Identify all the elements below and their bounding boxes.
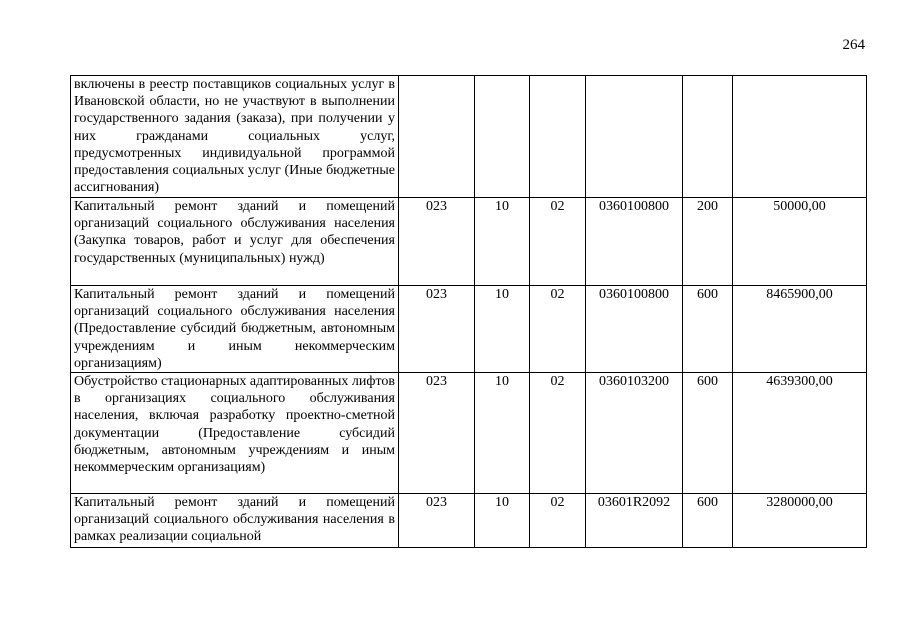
table-row [71,494,867,548]
row-description: Капитальный ремонт зданий и помещений организаций социального обслуживания населения в рамках реализации социальной [71,494,399,548]
row-grbs-code: 023 [399,494,475,548]
row-target-code [586,76,683,198]
table-row [71,76,867,198]
table-row [71,373,867,494]
row-amount: 4639300,00 [733,373,867,494]
row-subsection-code: 02 [530,286,586,373]
row-expense-type-code [683,76,733,198]
row-expense-type-code: 600 [683,373,733,494]
row-subsection-code: 02 [530,198,586,286]
row-subsection-code: 02 [530,494,586,548]
row-description: включены в реестр поставщиков социальных услуг в Ивановской области, но не участвуют в выполнении государственного задания (заказа), при получении у них гражданами социальных услуг, предусмотренных индивидуальной программой предоставления социальных услуг (Иные бюджетные ассигнования) [71,76,399,198]
row-expense-type-code: 600 [683,494,733,548]
row-expense-type-code: 600 [683,286,733,373]
row-section-code: 10 [475,286,530,373]
row-description: Капитальный ремонт зданий и помещений организаций социального обслуживания населения (Предоставление субсидий бюджетным, автономным учреждениям и иным некоммерческим организациям) [71,286,399,373]
row-description: Обустройство стационарных адаптированных лифтов в организациях социального обслуживания населения, включая разработку проектно-сметной документации (Предоставление субсидий бюджетным, автономным учреждениям и иным некоммерческим организациям) [71,373,399,494]
row-grbs-code [399,76,475,198]
row-amount: 8465900,00 [733,286,867,373]
budget-table [70,75,867,548]
row-amount [733,76,867,198]
row-target-code: 0360100800 [586,198,683,286]
row-section-code [475,76,530,198]
row-section-code: 10 [475,198,530,286]
row-grbs-code: 023 [399,286,475,373]
row-section-code: 10 [475,373,530,494]
row-target-code: 03601R2092 [586,494,683,548]
row-amount: 3280000,00 [733,494,867,548]
row-grbs-code: 023 [399,198,475,286]
row-subsection-code: 02 [530,373,586,494]
row-amount: 50000,00 [733,198,867,286]
table-row [71,286,867,373]
row-subsection-code [530,76,586,198]
row-target-code: 0360100800 [586,286,683,373]
page-number: 264 [842,37,865,53]
row-target-code: 0360103200 [586,373,683,494]
row-description: Капитальный ремонт зданий и помещений организаций социального обслуживания населения (Закупка товаров, работ и услуг для обеспечения государственных (муниципальных) нужд) [71,198,399,286]
row-grbs-code: 023 [399,373,475,494]
table-row [71,198,867,286]
row-expense-type-code: 200 [683,198,733,286]
row-section-code: 10 [475,494,530,548]
